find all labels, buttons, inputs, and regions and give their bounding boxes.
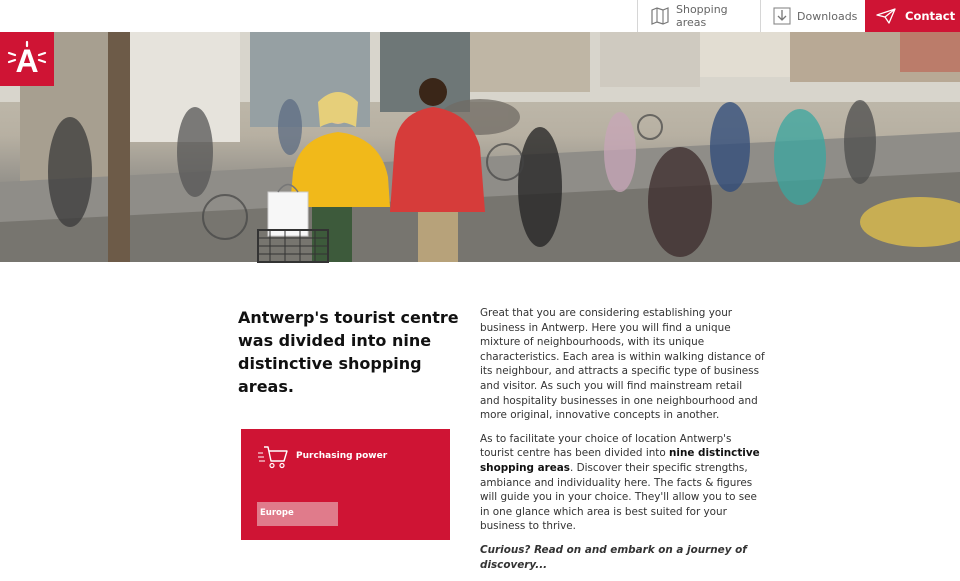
hero-image: [0, 32, 960, 262]
intro-paragraph-2: As to facilitate your choice of location Antwerp's tourist centre has been divided into nine distinctive shopping areas. Discover their specific strengths, ambiance and individuality here. The facts & figures will guide you in your choice. They'll allow you to see in one glance which area is best suited for your business to thrive.: [480, 432, 760, 533]
widget-title: Purchasing power: [296, 451, 388, 461]
street-scene-illustration: [0, 32, 960, 262]
shopping-cart-icon: [257, 444, 289, 470]
downloads-label: Downloads: [797, 9, 858, 23]
intro-text: [480, 306, 765, 581]
downloads-button[interactable]: [760, 0, 865, 32]
intro-paragraph-3: Curious? Read on and embark on a journey of discovery...: [480, 543, 747, 571]
contact-label: Contact: [905, 9, 956, 23]
page-heading: Antwerp's tourist centre was divided into nine distinctive shopping areas.: [238, 308, 459, 396]
top-navigation: [0, 0, 960, 32]
intro-paragraph-1: Great that you are considering establishing your business in Antwerp. Here you will find a unique mixture of neighbourhoods, with its unique characteristics. Each area is within walking distance of its neighbour, and attracts a specific type of business and visitor. As such you will find mainstream retail and hospitality businesses in one neighbourhood and more original, innovative concepts in another.: [480, 307, 765, 422]
contact-button[interactable]: [865, 0, 960, 32]
antwerp-logo[interactable]: [0, 32, 54, 86]
antwerp-a-logo-icon: [5, 39, 49, 79]
map-icon: [650, 7, 670, 25]
download-icon: [773, 7, 791, 25]
svg-text:A: A: [15, 43, 39, 79]
shopping-areas-label: Shopping areas: [676, 3, 728, 29]
purchasing-power-widget: [241, 429, 450, 540]
paper-plane-icon: [876, 8, 896, 24]
nine-areas-link-text: nine distinctive shopping areas: [480, 447, 760, 474]
region-select[interactable]: Europe: [257, 502, 338, 526]
shopping-areas-button[interactable]: [637, 0, 760, 32]
